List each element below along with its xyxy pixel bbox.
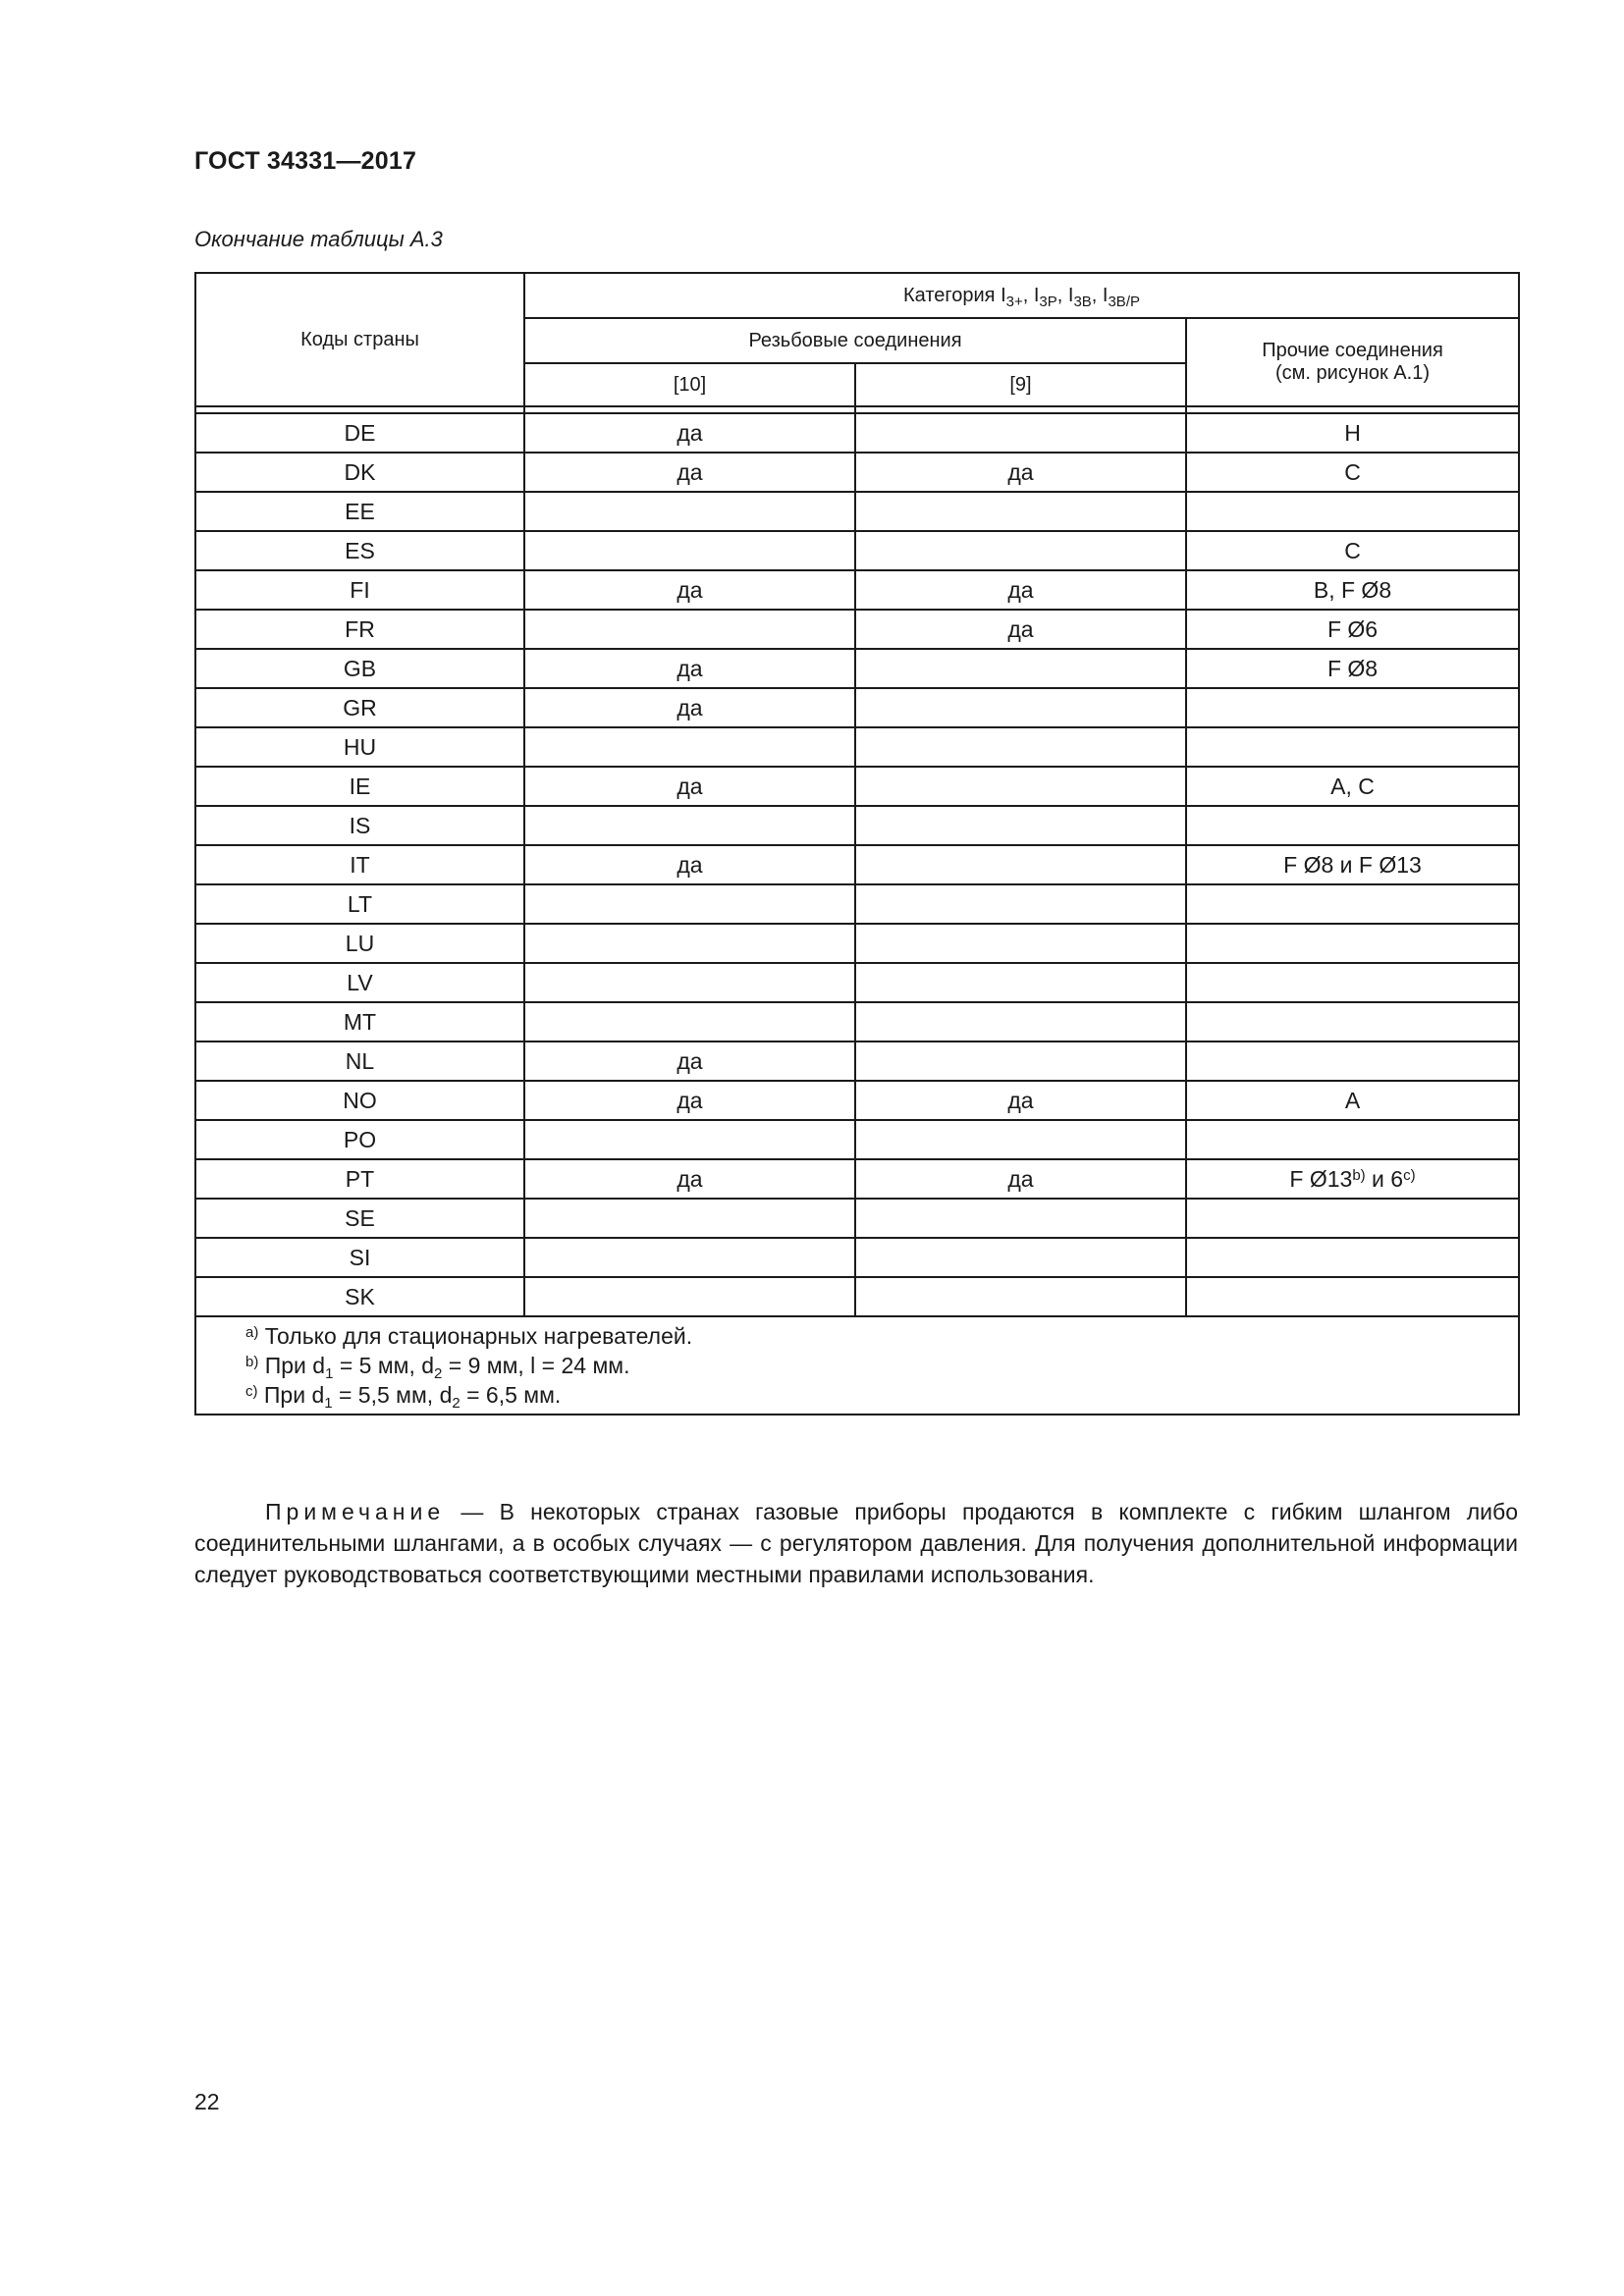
standard-9-cell: да [855,453,1186,492]
other-connections-cell: F Ø8 и F Ø13 [1186,845,1519,884]
other-connections-cell [1186,963,1519,1002]
standard-9-cell [855,963,1186,1002]
standard-10-cell [524,963,855,1002]
standard-10-cell [524,531,855,570]
standard-9-cell: да [855,1159,1186,1199]
standard-10-cell [524,806,855,845]
table-row [195,1199,1519,1238]
remark-text: — В некоторых странах газовые приборы продаются в комплекте с гибким шлангом либо соединительными шлангами, а в особых случаях — с регулятором давления. Для получения дополнительной информации следует руководствоваться соответствующими местными правилами использования. [194,1499,1518,1587]
standard-9-cell [855,492,1186,531]
standard-9-cell [855,1002,1186,1041]
standard-10-cell: да [524,767,855,806]
standard-10-cell: да [524,453,855,492]
page-number: 22 [194,2089,220,2114]
other-connections-cell [1186,1002,1519,1041]
country-code-cell: GB [195,649,524,688]
footnote-a: $^{a)}$ Только для стационарных нагревателей. [245,1323,693,1349]
other-connections-cell [1186,688,1519,727]
standard-10-cell [524,1120,855,1159]
standard-10-cell [524,884,855,924]
table-row [195,531,1519,570]
standard-10-cell [524,727,855,767]
table-row [195,963,1519,1002]
standard-9-cell [855,1277,1186,1316]
header-country-codes: Коды страны [195,273,524,406]
other-connections-cell: B, F Ø8 [1186,570,1519,610]
table-row [195,413,1519,453]
standard-9-cell [855,531,1186,570]
standard-9-cell [855,688,1186,727]
other-connections-cell [1186,1199,1519,1238]
table-header [195,273,1519,413]
table-caption: Окончание таблицы А.3 [194,227,443,251]
standard-9-cell [855,884,1186,924]
other-connections-cell [1186,924,1519,963]
other-connections-cell: F Ø13$^{b)}$ и 6$^{c)}$ [1186,1159,1519,1199]
standard-9-cell [855,413,1186,453]
table-row [195,688,1519,727]
standard-10-cell [524,924,855,963]
table-row [195,806,1519,845]
standard-10-cell: да [524,1081,855,1120]
country-code-cell: FI [195,570,524,610]
country-code-cell: LU [195,924,524,963]
table-row [195,727,1519,767]
connections-table [194,272,1520,1415]
standard-9-cell: да [855,1081,1186,1120]
standard-10-cell: да [524,1159,855,1199]
other-connections-cell [1186,1120,1519,1159]
country-code-cell: SE [195,1199,524,1238]
standard-9-cell [855,806,1186,845]
table-row [195,1238,1519,1277]
standard-9-cell [855,1199,1186,1238]
table-body [195,413,1519,1316]
standard-9-cell: да [855,610,1186,649]
other-connections-cell [1186,806,1519,845]
table-row [195,767,1519,806]
country-code-cell: IT [195,845,524,884]
standard-9-cell [855,1041,1186,1081]
footnote-b: $^{b)}$ При $d_1 = 5$ мм, $d_2 = 9$ мм, l = 24 мм. [245,1353,630,1382]
other-connections-cell: F Ø8 [1186,649,1519,688]
header-other-connections: Прочие соединения (см. рисунок А.1) [1186,318,1519,406]
table-row [195,1002,1519,1041]
standard-9-cell [855,727,1186,767]
other-connections-cell: F Ø6 [1186,610,1519,649]
other-connections-cell [1186,492,1519,531]
other-connections-cell: C [1186,453,1519,492]
standard-10-cell: да [524,1041,855,1081]
standard-10-cell [524,610,855,649]
document-header: ГОСТ 34331—2017 [194,147,417,175]
table-row [195,1277,1519,1316]
standard-10-cell: да [524,688,855,727]
standard-10-cell [524,1199,855,1238]
table-row [195,1159,1519,1199]
other-connections-cell [1186,1238,1519,1277]
country-code-cell: PT [195,1159,524,1199]
country-code-cell: NL [195,1041,524,1081]
country-code-cell: SK [195,1277,524,1316]
standard-9-cell [855,649,1186,688]
country-code-cell: IE [195,767,524,806]
other-connections-cell [1186,884,1519,924]
other-connections-cell: A, C [1186,767,1519,806]
table-row [195,884,1519,924]
table-footnotes [195,1316,1519,1415]
other-connections-cell [1186,1041,1519,1081]
standard-9-cell [855,767,1186,806]
standard-9-cell [855,1238,1186,1277]
country-code-cell: MT [195,1002,524,1041]
standard-9-cell [855,924,1186,963]
country-code-cell: DE [195,413,524,453]
other-connections-cell [1186,1277,1519,1316]
country-code-cell: FR [195,610,524,649]
country-code-cell: IS [195,806,524,845]
table-row [195,845,1519,884]
header-standard-10: [10] [524,363,855,406]
standard-10-cell [524,1002,855,1041]
table-row [195,1081,1519,1120]
country-code-cell: SI [195,1238,524,1277]
table-row [195,924,1519,963]
remark-label: Примечание [265,1499,446,1524]
table-row [195,1041,1519,1081]
country-code-cell: LT [195,884,524,924]
other-connections-cell: A [1186,1081,1519,1120]
table-row [195,649,1519,688]
table-row [195,492,1519,531]
header-threaded-connections: Резьбовые соединения [524,318,1186,363]
other-connections-cell [1186,727,1519,767]
standard-9-cell [855,845,1186,884]
table-row [195,453,1519,492]
table-row [195,570,1519,610]
standard-9-cell [855,1120,1186,1159]
other-connections-cell: H [1186,413,1519,453]
header-standard-9: [9] [855,363,1186,406]
table-row [195,1120,1519,1159]
country-code-cell: HU [195,727,524,767]
standard-10-cell [524,1238,855,1277]
standard-10-cell [524,492,855,531]
standard-10-cell: да [524,413,855,453]
country-code-cell: EE [195,492,524,531]
standard-9-cell: да [855,570,1186,610]
country-code-cell: ES [195,531,524,570]
standard-10-cell: да [524,570,855,610]
country-code-cell: PO [195,1120,524,1159]
footnote-c: $^{c)}$ При $d_1 = 5,5$ мм, $d_2 = 6,5$ мм. [245,1382,562,1412]
standard-10-cell [524,1277,855,1316]
table-row [195,610,1519,649]
standard-10-cell: да [524,649,855,688]
other-connections-cell: C [1186,531,1519,570]
standard-10-cell: да [524,845,855,884]
country-code-cell: NO [195,1081,524,1120]
country-code-cell: LV [195,963,524,1002]
country-code-cell: GR [195,688,524,727]
header-category: Категория $I_{3+}$, $I_{3P}$, $I_{3B}$, $I_{3B/P}$ [524,273,1519,318]
table-remark [194,1496,1518,1590]
country-code-cell: DK [195,453,524,492]
